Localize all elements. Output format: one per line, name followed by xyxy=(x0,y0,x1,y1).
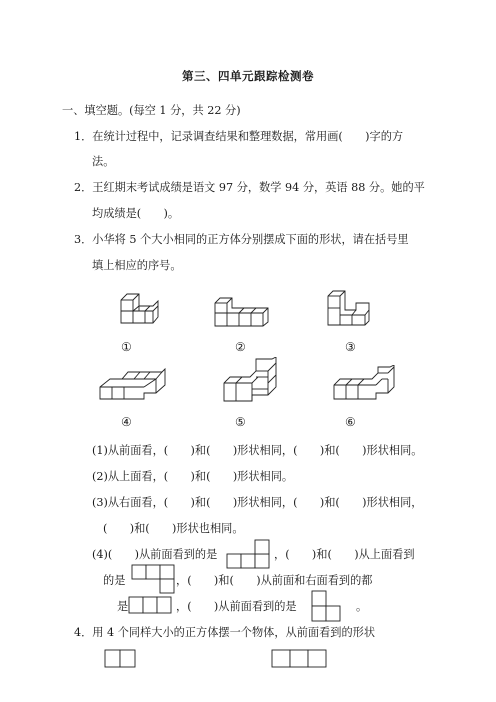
figure-label-1: ① xyxy=(121,340,132,354)
question-3-line-2: 填上相应的序号。 xyxy=(92,259,182,272)
question-4-shape-a xyxy=(104,648,138,674)
view-shape-b xyxy=(131,563,177,599)
figure-label-5: ⑤ xyxy=(235,415,246,429)
question-3-sub-4-line-3b: ，( )从前面看到的是 xyxy=(176,600,297,613)
question-2-line-2: 均成绩是( )。 xyxy=(92,207,180,220)
cube-figure-5 xyxy=(222,357,278,403)
question-3-sub-4-line-3c: 。 xyxy=(356,600,368,613)
view-shape-a xyxy=(226,538,272,574)
question-3-sub-4-line-1a: (4)( )从前面看到的是 xyxy=(92,548,218,561)
figure-label-6: ⑥ xyxy=(345,415,356,429)
question-3-sub-2: (2)从上面看，( )和( )形状相同。 xyxy=(92,470,294,483)
question-3-sub-4-line-2a: 的是 xyxy=(103,574,126,587)
question-3-sub-4-line-2b: ，( )和( )从前面和右面看到的都 xyxy=(176,574,373,587)
figure-label-2: ② xyxy=(235,340,246,354)
view-shape-d xyxy=(311,589,343,627)
question-3-line-1: 3．小华将 5 个大小相同的正方体分别摆成下面的形状，请在括号里 xyxy=(74,233,409,246)
cube-figure-4 xyxy=(98,367,168,401)
view-shape-c xyxy=(128,595,174,619)
question-4-line-1: 4．用 4 个同样大小的正方体摆一个物体，从前面看到的形状 xyxy=(74,626,376,639)
section-heading: 一、填空题。(每空 1 分，共 22 分) xyxy=(62,104,241,117)
cube-figure-6 xyxy=(332,365,396,401)
page-title: 第三、四单元跟踪检测卷 xyxy=(182,69,314,83)
cube-figure-1 xyxy=(118,287,160,325)
question-3-sub-4-line-1b: ，( )和( )从上面看到 xyxy=(274,548,415,561)
question-3-sub-3-line-2: ( )和( )形状也相同。 xyxy=(103,522,244,535)
question-3-sub-3-line-1: (3)从右面看，( )和( )形状相同，( )和( )形状相同， xyxy=(92,496,423,509)
question-3-sub-4-line-3a: 是 xyxy=(117,600,129,613)
cube-figure-2 xyxy=(213,295,271,328)
question-3-sub-1: (1)从前面看，( )和( )形状相同，( )和( )形状相同。 xyxy=(92,444,423,457)
question-2-line-1: 2．王红期末考试成绩是语文 97 分，数学 94 分，英语 88 分。她的平 xyxy=(74,181,425,194)
cube-figure-3 xyxy=(326,289,372,327)
question-1-line-2: 法。 xyxy=(92,155,115,168)
question-4-shape-b xyxy=(271,648,331,674)
figure-label-3: ③ xyxy=(345,340,356,354)
question-1-line-1: 1．在统计过程中，记录调查结果和整理数据，常用画( )字的方 xyxy=(74,130,404,143)
figure-label-4: ④ xyxy=(121,415,132,429)
